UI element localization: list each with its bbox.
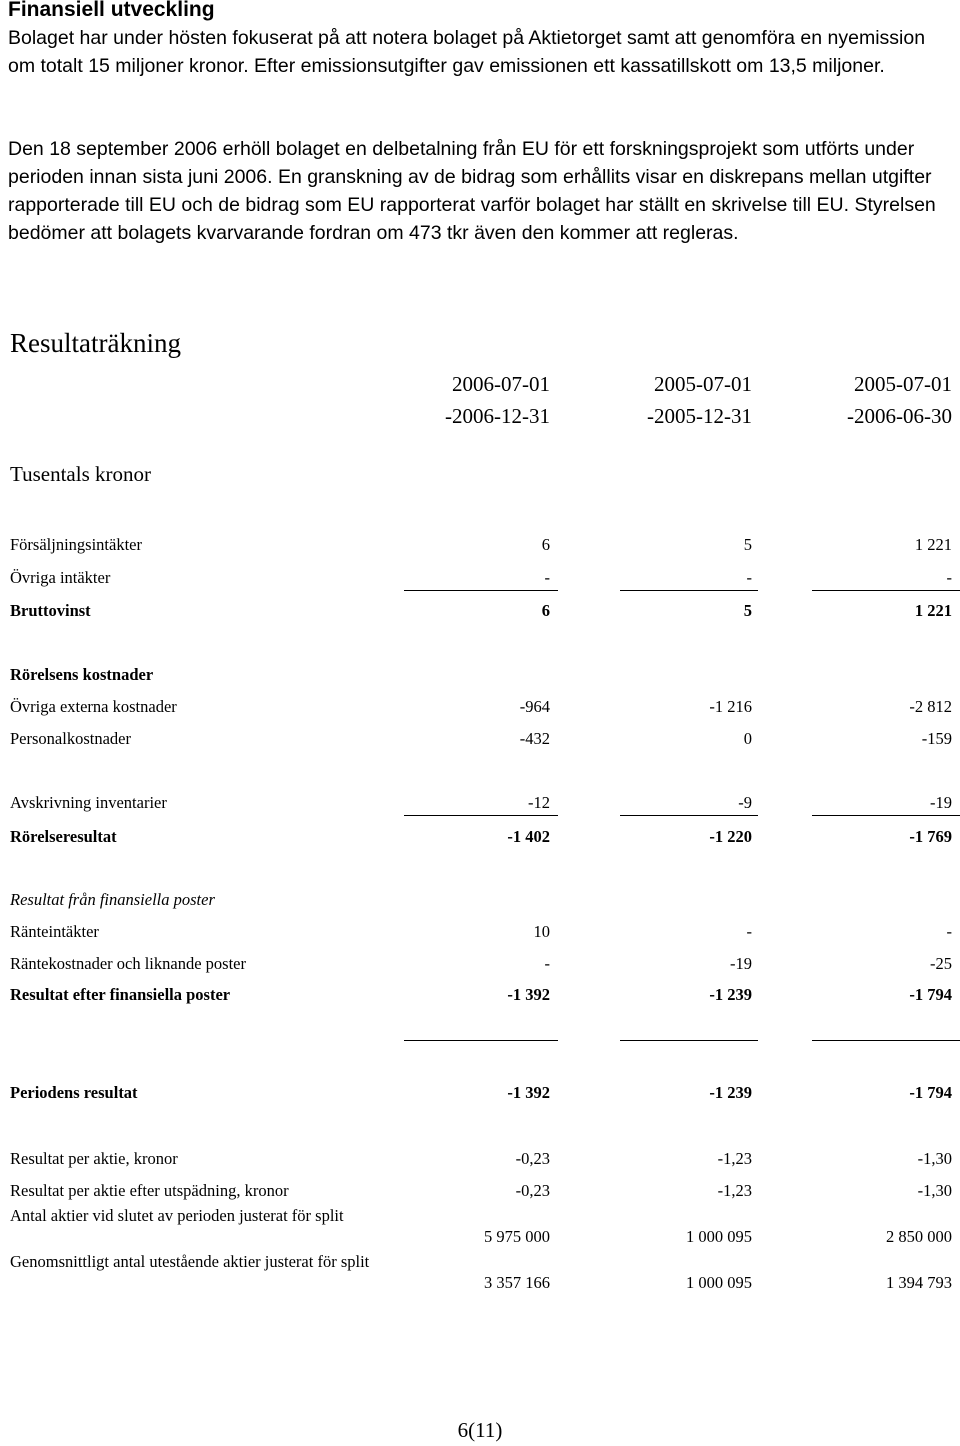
value-col-3: -25 (930, 954, 952, 973)
row-ovriga-intakter (0, 568, 960, 592)
paragraph-emission: Bolaget har under hösten fokuserat på att notera bolaget på Aktietorget samt att genomföra en nyemission om totalt 15 miljoner kronor. Efter emissionsutgifter gav emissionen ett kassatillskott om 13,5 miljoner. (8, 27, 926, 77)
value-col-3: 1 221 (914, 601, 952, 620)
value-col-2: 1 000 095 (686, 1227, 752, 1246)
row-label: Resultat per aktie, kronor (10, 1149, 178, 1168)
value-col-3: -1,30 (917, 1149, 952, 1168)
column-1-end: -2006-12-31 (445, 404, 550, 428)
value-col-1: 10 (533, 922, 550, 941)
value-col-2: -1,23 (717, 1181, 752, 1200)
value-col-1: 6 (541, 601, 550, 620)
paragraph-eu-grant: Den 18 september 2006 erhöll bolaget en delbetalning från EU för ett forskningsprojekt som utförts under perioden innan sista juni 2006. En granskning av de bidrag som erhållits visar en diskrepans mellan utgifter rapporterade till EU och de bidrag som EU rapporterat varför bolaget har ställt en skrivelse till EU. Styrelsen bedömer att bolagets kvarvarande fordran om 473 tkr även den kommer att regleras. (8, 138, 936, 244)
row-resultat-per-aktie (0, 1149, 960, 1173)
subtotal-rule (812, 590, 960, 591)
subtotal-rule (620, 815, 758, 816)
section-heading: Finansiell utveckling (8, 0, 215, 21)
value-col-2: -1 239 (709, 1083, 752, 1102)
row-resultat-per-aktie-utspadning (0, 1181, 960, 1205)
value-col-2: -1,23 (717, 1149, 752, 1168)
value-col-3: -1 794 (909, 1083, 952, 1102)
row-genomsnittligt-antal-aktier (0, 1250, 960, 1298)
value-col-1: 3 357 166 (484, 1273, 550, 1292)
column-3-start: 2005-07-01 (854, 372, 952, 396)
row-label: Resultat från finansiella poster (10, 890, 215, 909)
value-col-3: 2 850 000 (886, 1227, 952, 1246)
value-col-1: -0,23 (515, 1181, 550, 1200)
row-rorelseresultat (0, 827, 960, 851)
value-col-1: -12 (528, 793, 550, 812)
row-rantekostnader (0, 954, 960, 978)
statement-title: Resultaträkning (10, 328, 181, 358)
row-label: Avskrivning inventarier (10, 793, 167, 812)
subtotal-rule (404, 590, 558, 591)
value-col-2: -1 216 (709, 697, 752, 716)
row-ranteintakter (0, 922, 960, 946)
row-finansiella-poster-heading (0, 890, 960, 914)
value-col-2: -19 (730, 954, 752, 973)
value-col-2: 0 (743, 729, 752, 748)
value-col-1: 6 (541, 535, 550, 554)
subtotal-rule (812, 815, 960, 816)
column-2-start: 2005-07-01 (654, 372, 752, 396)
value-col-1: -1 392 (507, 985, 550, 1004)
row-antal-aktier-slutet (0, 1204, 960, 1252)
row-label: Försäljningsintäkter (10, 535, 142, 554)
row-label: Rörelseresultat (10, 827, 117, 846)
subtotal-rule (404, 1040, 558, 1041)
value-col-2: 5 (743, 601, 752, 620)
value-col-3: 1 221 (914, 535, 952, 554)
value-col-3: -2 812 (909, 697, 952, 716)
column-3-end: -2006-06-30 (847, 404, 952, 428)
row-label: Personalkostnader (10, 729, 131, 748)
row-label: Övriga intäkter (10, 568, 111, 587)
column-2-end: -2005-12-31 (647, 404, 752, 428)
row-avskrivning-inventarier (0, 793, 960, 817)
value-col-1: -0,23 (515, 1149, 550, 1168)
row-rorelsens-kostnader (0, 665, 960, 689)
value-col-3: 1 394 793 (886, 1273, 952, 1292)
value-col-3: -1,30 (917, 1181, 952, 1200)
row-label: Resultat efter finansiella poster (10, 985, 231, 1004)
value-col-1: 5 975 000 (484, 1227, 550, 1246)
row-label: Rörelsens kostnader (10, 665, 154, 684)
unit-label: Tusentals kronor (10, 462, 151, 486)
value-col-3: - (946, 922, 952, 941)
row-forsaljningsintakter (0, 535, 960, 559)
row-label: Räntekostnader och liknande poster (10, 954, 246, 973)
value-col-2: -1 239 (709, 985, 752, 1004)
row-resultat-efter-finansiella-poster (0, 985, 960, 1009)
value-col-1: -1 392 (507, 1083, 550, 1102)
column-1-start: 2006-07-01 (452, 372, 550, 396)
subtotal-rule (812, 1040, 960, 1041)
row-label: Genomsnittligt antal utestående aktier justerat för split (10, 1252, 370, 1271)
row-label: Resultat per aktie efter utspädning, kronor (10, 1181, 289, 1200)
subtotal-rule (620, 1040, 758, 1041)
value-col-1: -964 (519, 697, 550, 716)
row-personalkostnader (0, 729, 960, 753)
row-label: Antal aktier vid slutet av perioden justerat för split (10, 1206, 344, 1225)
value-col-3: -159 (921, 729, 952, 748)
value-col-3: -1 794 (909, 985, 952, 1004)
value-col-1: - (544, 568, 550, 587)
value-col-2: - (746, 568, 752, 587)
row-periodens-resultat (0, 1083, 960, 1107)
value-col-1: -432 (519, 729, 550, 748)
value-col-1: -1 402 (507, 827, 550, 846)
value-col-3: - (946, 568, 952, 587)
subtotal-rule (620, 590, 758, 591)
value-col-3: -1 769 (909, 827, 952, 846)
value-col-2: 1 000 095 (686, 1273, 752, 1292)
row-label: Övriga externa kostnader (10, 697, 177, 716)
row-label: Ränteintäkter (10, 922, 99, 941)
row-label: Bruttovinst (10, 601, 91, 620)
value-col-2: -9 (738, 793, 752, 812)
value-col-1: - (544, 954, 550, 973)
value-col-2: - (746, 922, 752, 941)
value-col-3: -19 (930, 793, 952, 812)
subtotal-rule (404, 815, 558, 816)
row-label: Periodens resultat (10, 1083, 138, 1102)
value-col-2: -1 220 (709, 827, 752, 846)
row-bruttovinst (0, 601, 960, 625)
row-ovriga-externa-kostnader (0, 697, 960, 721)
page-number: 6(11) (457, 1418, 503, 1442)
value-col-2: 5 (743, 535, 752, 554)
